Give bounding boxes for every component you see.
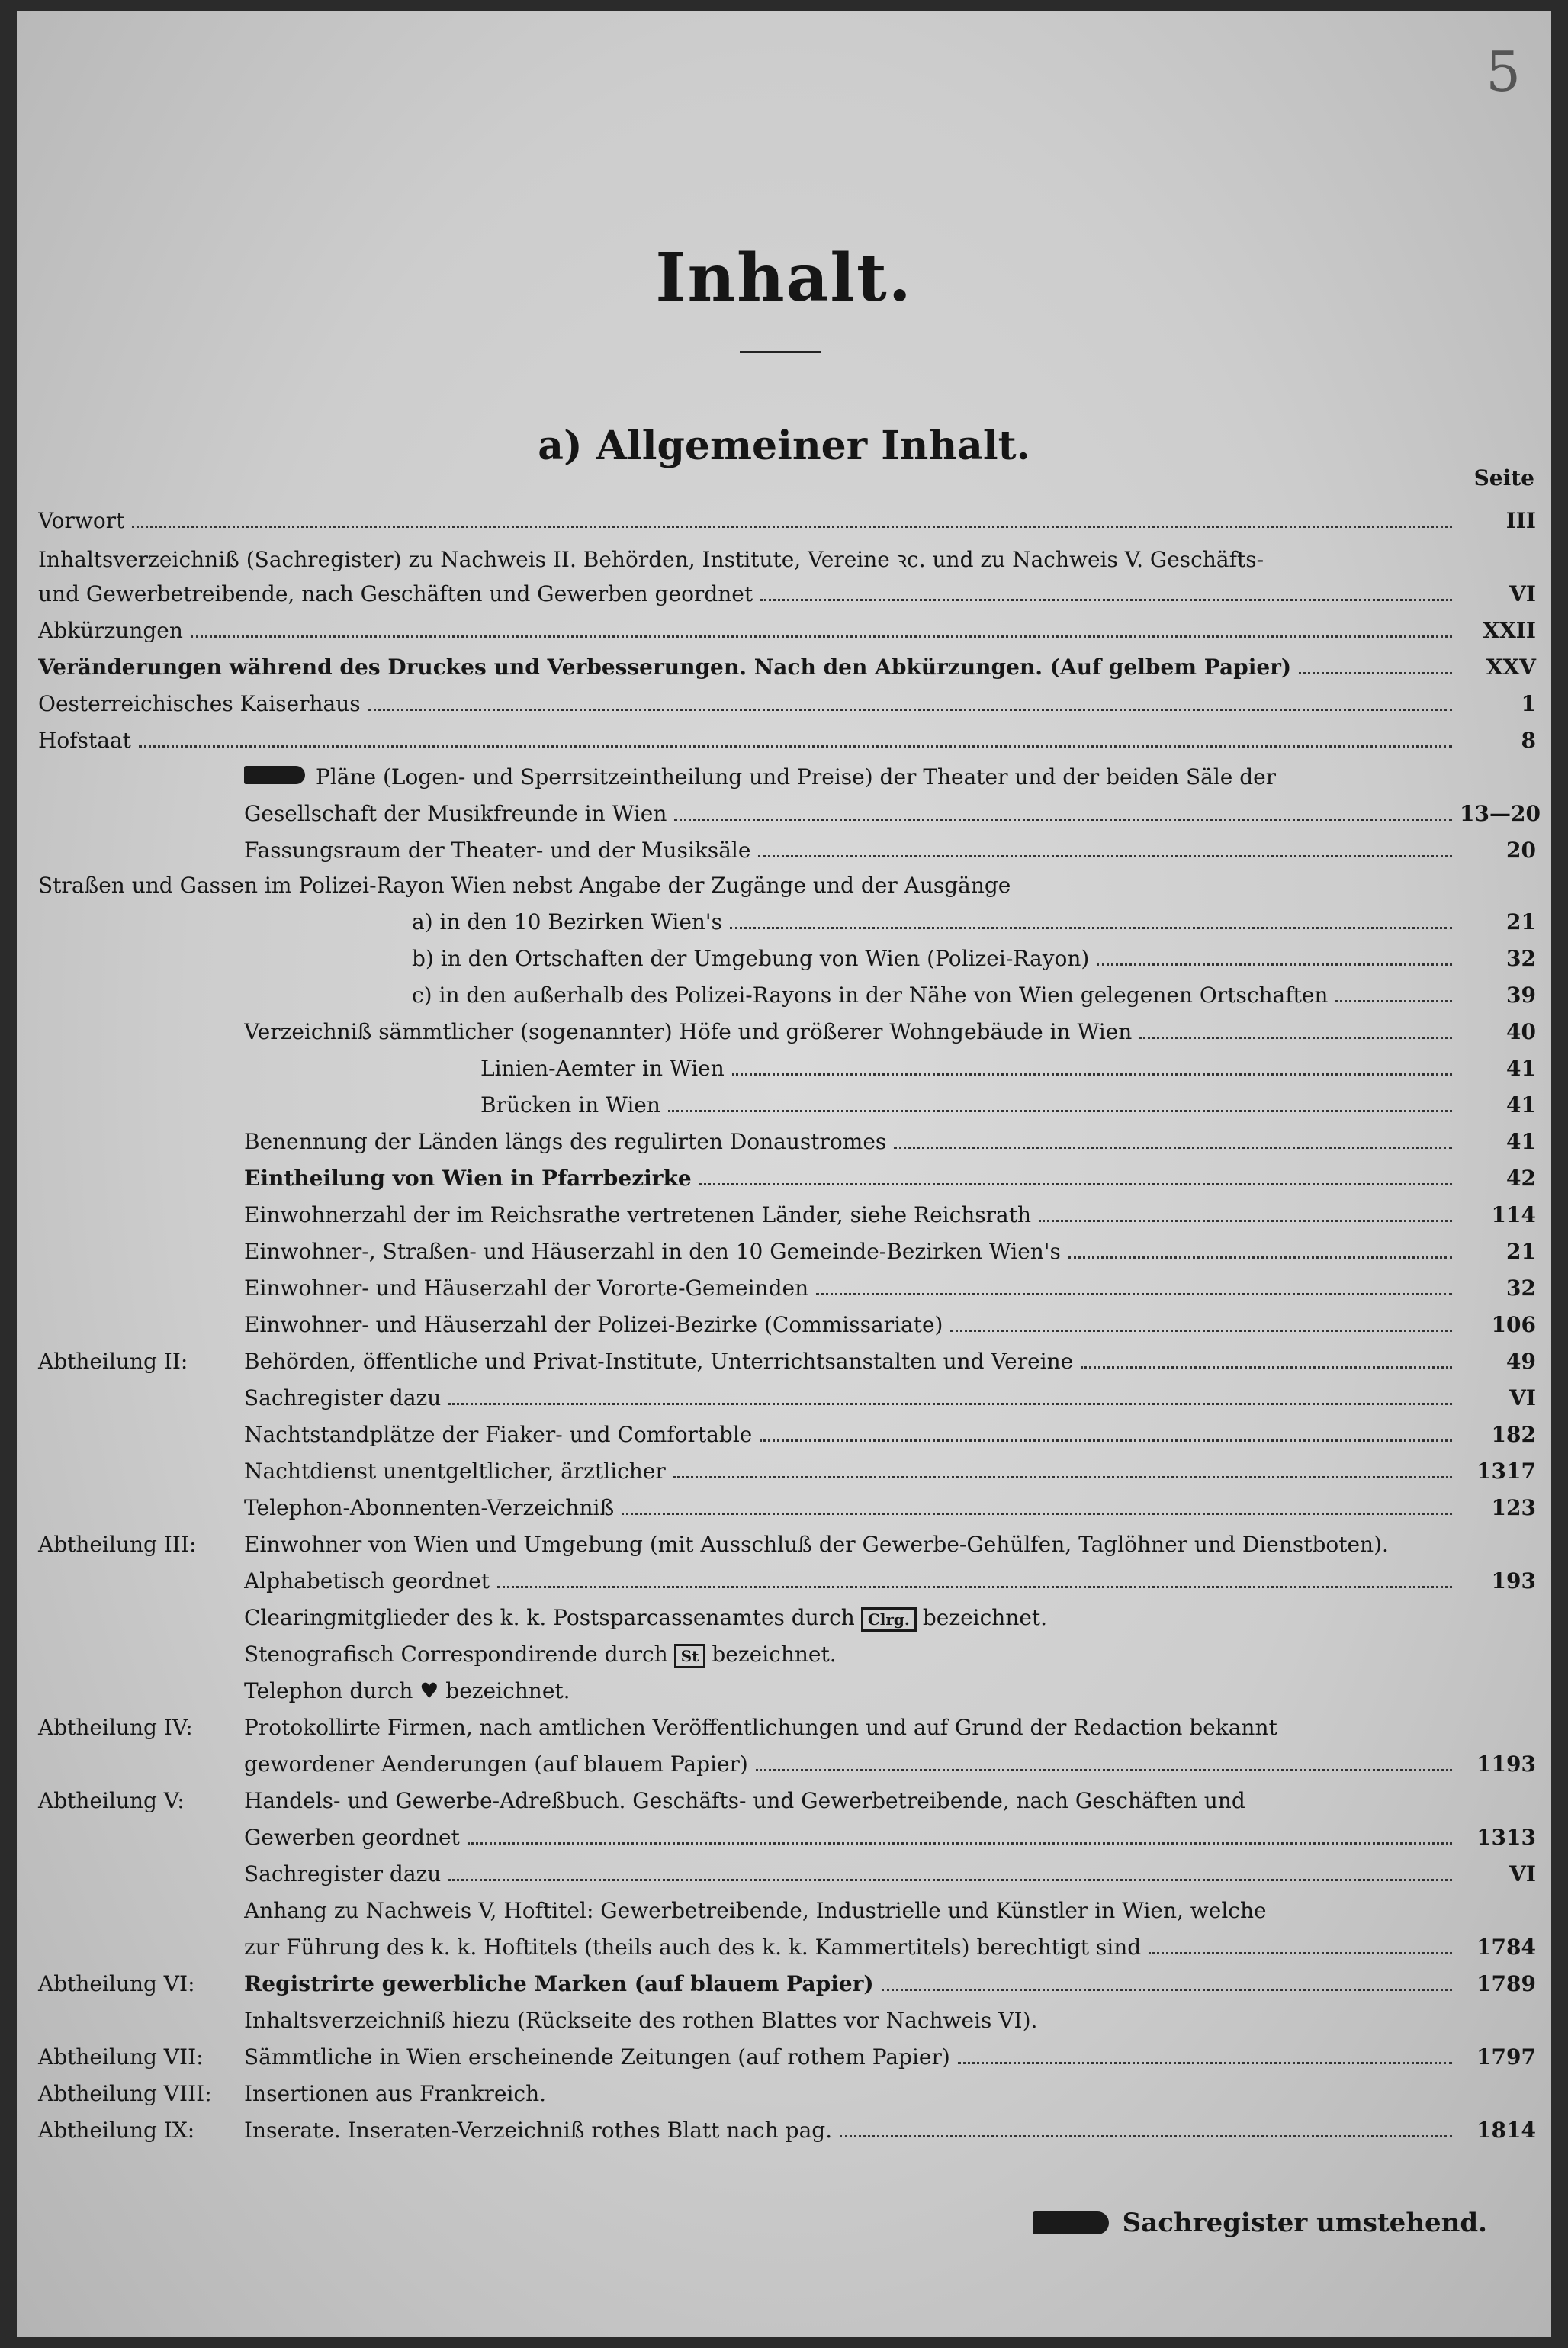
toc-division-label: Abtheilung VIII: (38, 2081, 212, 2106)
toc-entry (38, 1019, 1536, 1054)
toc-entry-text: Gewerben geordnet (244, 1825, 460, 1850)
toc-page-number: 32 (1506, 1275, 1536, 1301)
toc-entry (38, 2044, 1536, 2079)
toc-entry-text: zur Führung des k. k. Hoftitels (theils auch des k. k. Kammertitels) berechtigt sind (244, 1935, 1142, 1960)
toc-page-number: III (1505, 508, 1536, 533)
toc-entry-text: Stenografisch Correspondirende durch (244, 1642, 668, 1667)
toc-page-number: 1814 (1476, 2118, 1536, 2143)
dot-leader (673, 1476, 1452, 1478)
toc-entry (38, 1092, 1536, 1127)
toc-page-number: 1317 (1476, 1459, 1536, 1484)
dot-leader (730, 927, 1452, 929)
toc-entry (38, 1935, 1536, 1970)
toc-page-number: 106 (1491, 1312, 1536, 1337)
toc-page-number: 1313 (1476, 1825, 1536, 1850)
toc-entry (38, 764, 1536, 799)
toc-entry (38, 2008, 1536, 2043)
dot-leader (894, 1147, 1452, 1149)
toc-division-label: Abtheilung VII: (38, 2044, 204, 2070)
toc-page-number: 39 (1506, 983, 1536, 1008)
toc-entry (38, 1129, 1536, 1164)
toc-entry (38, 838, 1536, 873)
toc-page-number: 114 (1491, 1202, 1536, 1227)
footer-note (1033, 2208, 1487, 2238)
toc-entry-text: Inhaltsverzeichniß (Sachregister) zu Nachweis II. Behörden, Institute, Vereine ꝛc. und zu Nachweis V. Geschäfts- (38, 547, 1264, 572)
dot-leader (448, 1879, 1452, 1881)
dot-leader (950, 1330, 1452, 1332)
toc-entry-text: Insertionen aus Frankreich. (244, 2081, 547, 2106)
toc-entry (38, 1202, 1536, 1237)
toc-page-number: VI (1509, 1385, 1536, 1410)
toc-entry-text: Sachregister dazu (244, 1385, 442, 1410)
pointing-hand-icon (244, 766, 305, 784)
toc-entry (38, 1239, 1536, 1274)
dot-leader (1139, 1037, 1452, 1039)
boxed-symbol: Clrg. (861, 1607, 917, 1632)
toc-page-number: XXV (1486, 655, 1536, 680)
toc-page-number: 1789 (1476, 1971, 1536, 1996)
toc-entry-text: Oesterreichisches Kaiserhaus (38, 691, 361, 716)
toc-entry-text: Inhaltsverzeichniß hiezu (Rückseite des rothen Blattes vor Nachweis VI). (244, 2008, 1038, 2033)
toc-entry (38, 1605, 1536, 1640)
dot-leader (760, 1439, 1452, 1442)
toc-entry-text: Fassungsraum der Theater- und der Musiksäle (244, 838, 751, 863)
toc-entry-text: Inserate. Inseraten-Verzeichniß rothes Blatt nach pag. (244, 2118, 833, 2143)
toc-entry-text: Nachtstandplätze der Fiaker- und Comfortable (244, 1422, 753, 1447)
dot-leader (668, 1110, 1452, 1112)
toc-page-number: 41 (1506, 1056, 1536, 1081)
toc-entry (38, 946, 1536, 981)
dot-leader (191, 635, 1452, 638)
toc-page-number: 1193 (1476, 1751, 1536, 1777)
toc-entry (38, 1275, 1536, 1311)
toc-entry-text: c) in den außerhalb des Polizei-Rayons in der Nähe von Wien gelegenen Ortschaften (412, 983, 1329, 1008)
toc-entry-text: Handels- und Gewerbe-Adreßbuch. Geschäfts- und Gewerbetreibende, nach Geschäften und (244, 1788, 1245, 1813)
dot-leader (368, 709, 1452, 711)
toc-entry-text: Protokollirte Firmen, nach amtlichen Veröffentlichungen und auf Grund der Redaction bekannt (244, 1715, 1277, 1740)
toc-entry (38, 1678, 1536, 1713)
toc-division-label: Abtheilung IX: (38, 2118, 195, 2143)
toc-entry (38, 1422, 1536, 1457)
toc-entry-text-after: bezeichnet. (712, 1642, 837, 1667)
footer-text: Sachregister umstehend. (1122, 2208, 1487, 2238)
toc-entry-text: Einwohner- und Häuserzahl der Polizei-Bezirke (Commissariate) (244, 1312, 943, 1337)
toc-page-number: 1 (1521, 691, 1536, 716)
dot-leader (468, 1842, 1452, 1845)
toc-page-number: 41 (1506, 1129, 1536, 1154)
toc-entry (38, 1495, 1536, 1530)
toc-entry-text: Telephon-Abonnenten-Verzeichniß (244, 1495, 615, 1520)
toc-entry (38, 618, 1536, 653)
toc-entry-text: Brücken in Wien (480, 1092, 660, 1118)
toc-entry-text: Benennung der Länden längs des regulirten Donaustromes (244, 1129, 887, 1154)
title-rule (740, 351, 821, 353)
toc-entry-text: Telephon durch ♥ bezeichnet. (244, 1678, 570, 1703)
dot-leader (1097, 963, 1452, 966)
toc-entry (38, 728, 1536, 763)
toc-division-label: Abtheilung II: (38, 1349, 188, 1374)
toc-entry (38, 1166, 1536, 1201)
section-subtitle: a) Allgemeiner Inhalt. (538, 423, 1030, 469)
page-number: 5 (1486, 40, 1521, 104)
toc-page-number: 41 (1506, 1092, 1536, 1118)
toc-entry-text: Registrirte gewerbliche Marken (auf blauem Papier) (244, 1971, 874, 1996)
dot-leader (760, 599, 1452, 601)
toc-entry-text: Linien-Aemter in Wien (480, 1056, 725, 1081)
toc-entry (38, 1385, 1536, 1420)
toc-page-number: 40 (1506, 1019, 1536, 1044)
toc-entry-text: Gesellschaft der Musikfreunde in Wien (244, 801, 667, 826)
page-title: Inhalt. (655, 240, 913, 317)
toc-entry (38, 1568, 1536, 1603)
toc-entry (38, 1751, 1536, 1787)
toc-entry (38, 2118, 1536, 2153)
toc-entry (38, 909, 1536, 944)
toc-entry (38, 655, 1536, 690)
toc-division-label: Abtheilung IV: (38, 1715, 193, 1740)
toc-entry (38, 545, 1536, 580)
toc-entry-text-after: bezeichnet. (922, 1605, 1048, 1630)
toc-division-label: Abtheilung VI: (38, 1971, 195, 1996)
toc-page-number: 1797 (1476, 2044, 1536, 2070)
toc-page-number: VI (1509, 581, 1536, 606)
toc-division-label: Abtheilung V: (38, 1788, 185, 1813)
dot-leader (882, 1989, 1452, 1991)
toc-entry-text: Einwohnerzahl der im Reichsrathe vertretenen Länder, siehe Reichsrath (244, 1202, 1032, 1227)
toc-page-number: 193 (1491, 1568, 1536, 1594)
toc-entry (38, 1971, 1536, 2006)
toc-entry-text: Nachtdienst unentgeltlicher, ärztlicher (244, 1459, 666, 1484)
dot-leader (840, 2135, 1452, 2137)
toc-entry (38, 581, 1536, 616)
dot-leader (448, 1403, 1452, 1405)
toc-entry (38, 1532, 1536, 1567)
dot-leader (1299, 672, 1452, 674)
toc-entry (38, 983, 1536, 1018)
toc-entry-text: Straßen und Gassen im Polizei-Rayon Wien nebst Angabe der Zugänge und der Ausgänge (38, 873, 1011, 898)
toc-entry (38, 1788, 1536, 1823)
dot-leader (132, 526, 1452, 528)
toc-entry-text: Hofstaat (38, 728, 131, 753)
toc-entry (38, 801, 1541, 836)
toc-entry (38, 1825, 1536, 1860)
dot-leader (497, 1586, 1452, 1588)
toc-entry-text: Einwohner-, Straßen- und Häuserzahl in den 10 Gemeinde-Bezirken Wien's (244, 1239, 1061, 1264)
toc-page-number: 21 (1506, 909, 1536, 934)
toc-entry (38, 1642, 1536, 1677)
toc-entry (38, 1056, 1536, 1091)
toc-entry (38, 1459, 1536, 1494)
toc-entry-text: Einwohner von Wien und Umgebung (mit Ausschluß der Gewerbe-Gehülfen, Taglöhner und Dienstboten). (244, 1532, 1389, 1557)
dot-leader (756, 1769, 1452, 1771)
dot-leader (958, 2062, 1452, 2064)
toc-entry-text: Verzeichniß sämmtlicher (sogenannter) Höfe und größerer Wohngebäude in Wien (244, 1019, 1133, 1044)
toc-entry-text: und Gewerbetreibende, nach Geschäften und Gewerben geordnet (38, 581, 753, 606)
dot-leader (699, 1183, 1452, 1185)
toc-entry (38, 1898, 1536, 1933)
toc-entry (38, 1312, 1536, 1347)
toc-entry (38, 1715, 1536, 1750)
toc-entry-text: Anhang zu Nachweis V, Hoftitel: Gewerbetreibende, Industrielle und Künstler in Wien, welche (244, 1898, 1267, 1923)
boxed-symbol: St (674, 1644, 706, 1668)
toc-entry (38, 873, 1536, 908)
dot-leader (674, 819, 1452, 821)
dot-leader (139, 745, 1452, 748)
toc-page-number: 182 (1491, 1422, 1536, 1447)
toc-entry-text: Einwohner- und Häuserzahl der Vororte-Gemeinden (244, 1275, 809, 1301)
page-column-label: Seite (1473, 465, 1534, 491)
toc-entry (38, 508, 1536, 543)
dot-leader (1335, 1000, 1452, 1002)
toc-page-number: 49 (1506, 1349, 1536, 1374)
toc-entry (38, 2081, 1536, 2116)
toc-entry (38, 1861, 1536, 1896)
toc-page-number: 42 (1506, 1166, 1536, 1191)
toc-entry-text: Clearingmitglieder des k. k. Postsparcassenamtes durch (244, 1605, 855, 1630)
dot-leader (758, 855, 1452, 857)
toc-page-number: XXII (1483, 618, 1536, 643)
toc-entry-text: Vorwort (38, 508, 125, 533)
toc-entry-text: Sämmtliche in Wien erscheinende Zeitungen (auf rothem Papier) (244, 2044, 950, 2070)
toc-entry-text: Veränderungen während des Druckes und Verbesserungen. Nach den Abkürzungen. (Auf gelbem Papier) (38, 655, 1292, 680)
toc-entry (38, 691, 1536, 726)
toc-entry (38, 1349, 1536, 1384)
dot-leader (1149, 1952, 1452, 1954)
toc-entry-text: gewordener Aenderungen (auf blauem Papier) (244, 1751, 748, 1777)
dot-leader (622, 1513, 1452, 1515)
toc-page-number: VI (1509, 1861, 1536, 1886)
toc-entry-text: a) in den 10 Bezirken Wien's (412, 909, 722, 934)
dot-leader (1039, 1220, 1452, 1222)
toc-page-number: 20 (1506, 838, 1536, 863)
toc-page-number: 21 (1506, 1239, 1536, 1264)
pointing-hand-icon (1033, 2211, 1109, 2234)
toc-entry-text: Sachregister dazu (244, 1861, 442, 1886)
toc-entry-text: b) in den Ortschaften der Umgebung von Wien (Polizei-Rayon) (412, 946, 1090, 971)
toc-entry-text: Abkürzungen (38, 618, 183, 643)
dot-leader (1068, 1256, 1452, 1259)
dot-leader (732, 1073, 1452, 1076)
toc-page-number: 8 (1521, 728, 1536, 753)
document-page (17, 11, 1551, 2337)
toc-page-number: 13—20 (1460, 801, 1541, 826)
dot-leader (1081, 1366, 1452, 1369)
dot-leader (816, 1293, 1452, 1295)
toc-page-number: 123 (1491, 1495, 1536, 1520)
toc-entry-text: Behörden, öffentliche und Privat-Institute, Unterrichtsanstalten und Vereine (244, 1349, 1074, 1374)
toc-page-number: 1784 (1476, 1935, 1536, 1960)
toc-division-label: Abtheilung III: (38, 1532, 197, 1557)
toc-entry-text: Alphabetisch geordnet (244, 1568, 490, 1594)
toc-page-number: 32 (1506, 946, 1536, 971)
toc-entry-text: Pläne (Logen- und Sperrsitzeintheilung und Preise) der Theater und der beiden Säle der (316, 764, 1277, 790)
toc-entry-text: Eintheilung von Wien in Pfarrbezirke (244, 1166, 692, 1191)
